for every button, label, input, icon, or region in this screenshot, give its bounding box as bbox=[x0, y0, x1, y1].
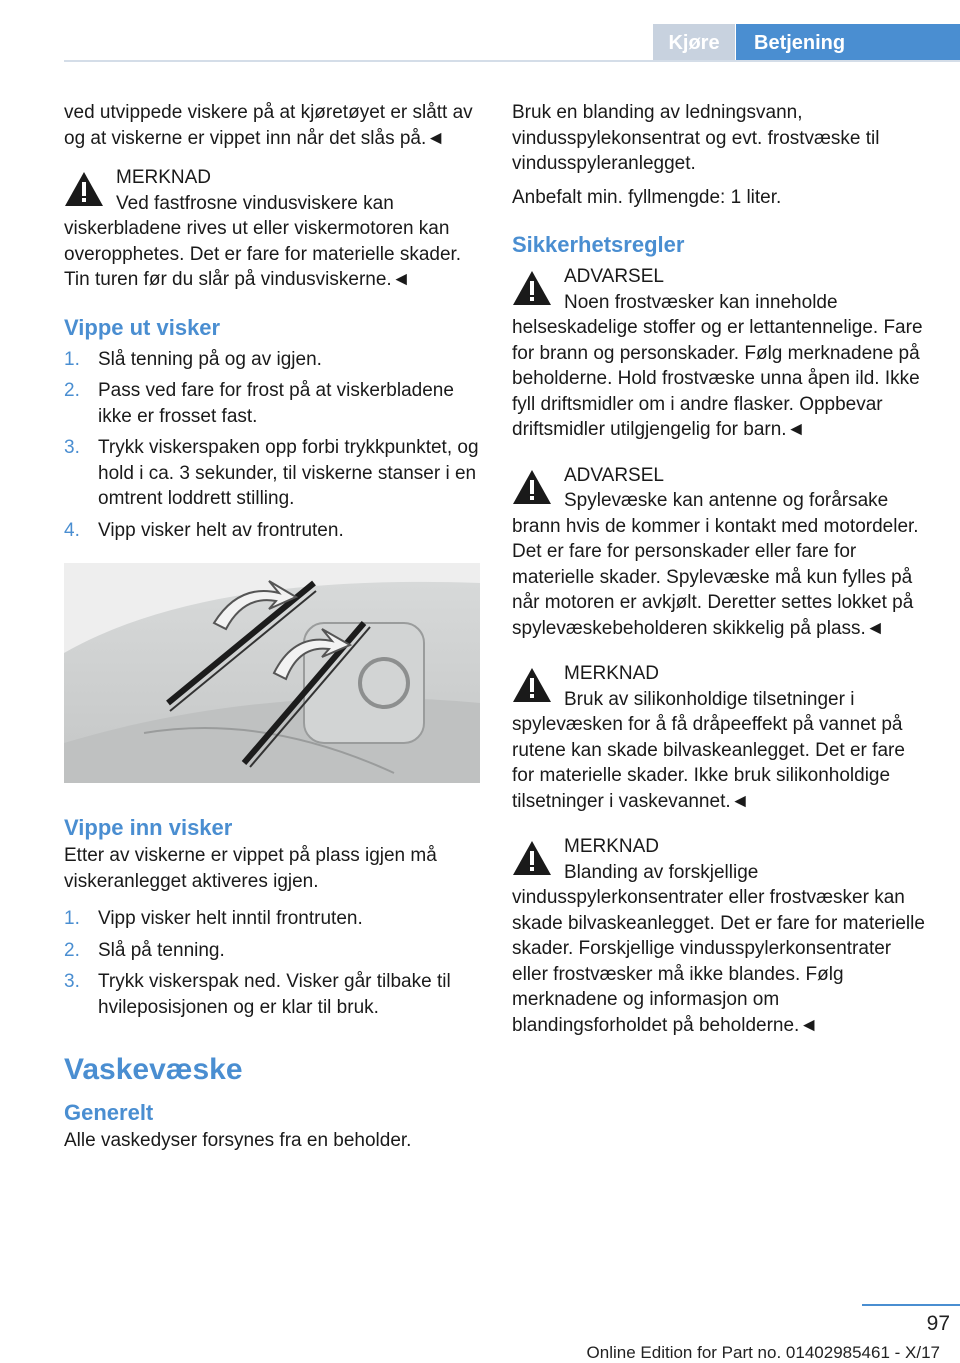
list-item: 3. Trykk viskerspak ned. Visker går tilbake til hvileposisjonen og er klar til bruk. bbox=[64, 971, 451, 1018]
warning-label: ADVARSEL bbox=[564, 464, 664, 486]
list-item: 2. Slå på tenning. bbox=[64, 939, 225, 961]
tab-section-kjore[interactable]: Kjøre bbox=[653, 24, 735, 62]
section-intro-vippe-inn: Etter av viskerne er vippet på plass igjen må viskeranlegget aktiveres igjen. bbox=[64, 845, 437, 892]
notice-label: MERKNAD bbox=[564, 663, 660, 684]
edition-text: Online Edition for Part no. 01402985461 - X/17 bbox=[586, 1343, 940, 1362]
steps-vippe-ut bbox=[64, 347, 480, 544]
tab-chapter-betjening[interactable]: Betjening bbox=[736, 24, 960, 62]
section-title-vippe-inn: Vippe inn visker bbox=[64, 815, 233, 840]
section-title-vippe-ut: Vippe ut visker bbox=[64, 314, 221, 340]
notice-text: Bruk av silikonholdige tilsetninger i spylevæsken for å få dråpeeffekt på vannet på rutene kan skade bilvaskeanlegget. Det er fare for materielle skader. Ikke bruk silikonholdige tilsetninger i vaskevannet.◄ bbox=[512, 688, 905, 812]
warning-washer-fluid bbox=[512, 463, 928, 642]
header-rule bbox=[64, 60, 960, 62]
warning-triangle-icon bbox=[512, 840, 552, 876]
list-item: 1. Slå tenning på og av igjen. bbox=[64, 348, 322, 370]
footer-rule bbox=[862, 1304, 960, 1306]
warning-label: ADVARSEL bbox=[564, 266, 664, 287]
wiper-illustration-drawing bbox=[64, 563, 480, 783]
para-mixture: Bruk en blanding av ledningsvann, vindusspylekonsentrat og evt. frostvæske til vindusspyleranlegget. bbox=[512, 102, 880, 174]
notice-text: Blanding av forskjellige vindusspylerkonsentrater eller frostvæsker kan skade bilvaskeanlegget. Det er fare for materielle skader. Forskjellige vindusspylerkonsentrater eller frostvæsker må ikke blandes. Følg merknadene og informasjon om blandingsforholdet på beholderne.◄ bbox=[512, 861, 925, 1036]
steps-vippe-inn bbox=[64, 906, 480, 1020]
notice-frozen-wipers bbox=[64, 165, 480, 293]
list-item: 3. Trykk viskerspaken opp forbi trykkpunktet, og hold i ca. 3 sekunder, til viskerne stanser i en omtrent loddrett stilling. bbox=[64, 437, 479, 509]
warning-text: Spylevæske kan antenne og forårsake brann hvis de kommer i kontakt med motordeler. Det er fare for personskader eller fare for materielle skader. Spylevæske må kun fylles på når motoren er avkjølt. Deretter settes lokket på spylevæskebeholderen skikkelig på plass.◄ bbox=[512, 490, 919, 639]
warning-antifreeze bbox=[512, 264, 928, 443]
para-fill-amount: Anbefalt min. fyllmengde: 1 liter. bbox=[512, 186, 782, 208]
notice-text: Ved fastfrosne vindusviskere kan viskerbladene rives ut eller viskermotoren kan overopphetes. Det er fare for materielle skader. Tin turen før du slår på vindusviskerne.◄ bbox=[64, 192, 462, 290]
intro-text: ved utvippede viskere på at kjøretøyet er slått av og at viskerne er vippet inn når det slås på.◄ bbox=[64, 102, 473, 149]
wiper-illustration bbox=[64, 563, 480, 783]
list-item: 1. Vipp visker helt inntil frontruten. bbox=[64, 908, 363, 929]
warning-text: Noen frostvæsker kan inneholde helseskadelige stoffer og er lettantennelige. Fare for brann og personskader. Følg merknadene på beholderne. Hold frostvæske unna åpen ild. Ikke fyll driftsmidler om i andre flasker. Oppbevar driftsmidler utilgjengelig for barn.◄ bbox=[512, 291, 923, 440]
notice-silicone bbox=[512, 661, 928, 814]
notice-mixing bbox=[512, 834, 928, 1038]
notice-label: MERKNAD bbox=[564, 836, 660, 857]
section-title-sikkerhetsregler: Sikkerhetsregler bbox=[512, 232, 685, 257]
left-column bbox=[64, 100, 480, 1154]
notice-label: MERKNAD bbox=[116, 167, 212, 188]
chapter-title: Vaskevæske bbox=[64, 1053, 243, 1086]
warning-triangle-icon bbox=[64, 171, 104, 207]
list-item: 2. Pass ved fare for frost på at viskerbladene ikke er frosset fast. bbox=[64, 380, 454, 427]
page-number: 97 bbox=[926, 1312, 950, 1335]
warning-triangle-icon bbox=[512, 270, 552, 306]
right-column bbox=[512, 100, 928, 1038]
section-title-generelt: Generelt bbox=[64, 1100, 154, 1125]
warning-triangle-icon bbox=[512, 469, 552, 505]
section-text-generelt: Alle vaskedyser forsynes fra en beholder. bbox=[64, 1130, 412, 1151]
warning-triangle-icon bbox=[512, 667, 552, 703]
list-item: 4. Vipp visker helt av frontruten. bbox=[64, 519, 344, 541]
